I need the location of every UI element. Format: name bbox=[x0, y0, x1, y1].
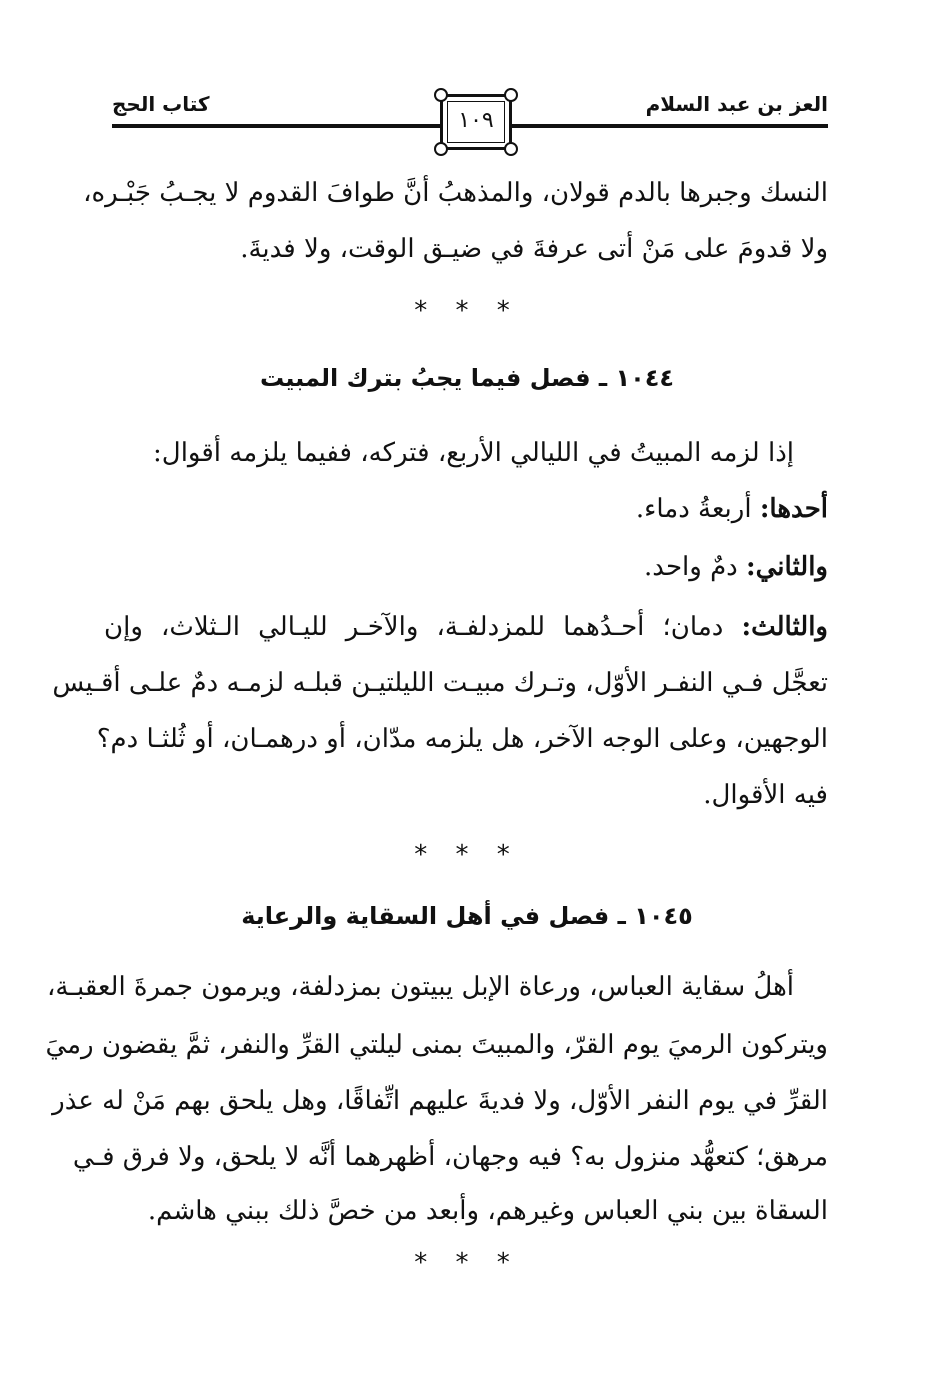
text-line: القرِّ في يوم النفر الأوّل، ولا فديةَ عليهم اتِّفاقًا، وهل يلحق بهم مَنْ له عذر bbox=[52, 1086, 828, 1116]
text-line: مرهق؛ كتعهُّد منزول به؟ فيه وجهان، أظهرهما أنَّه لا يلحق، ولا فرق فـي bbox=[72, 1142, 828, 1172]
text-line: فيه الأقوال. bbox=[703, 780, 828, 810]
text-line: أهلُ سقاية العباس، ورعاة الإبل يبيتون بمزدلفة، ويرمون جمرةَ العقبـة، bbox=[47, 972, 794, 1002]
section-separator: * * * bbox=[414, 1248, 520, 1278]
opinion-label: والثالث: bbox=[741, 612, 828, 642]
opinion-text: دمان؛ أحـدُهما للمزدلفـة، والآخـر لليـالي الـثلاث، وإن bbox=[104, 612, 742, 642]
section-heading: ١٠٤٥ ـ فصل في أهل السقاية والرعاية bbox=[241, 902, 693, 930]
opinion-text: أربعةُ دماء. bbox=[635, 494, 760, 524]
frame-ornament-icon bbox=[504, 88, 518, 102]
text-line: النسك وجبرها بالدم قولان، والمذهبُ أنَّ طوافَ القدوم لا يجـبُ جَبْـره، bbox=[83, 178, 828, 208]
opinion-one bbox=[636, 492, 828, 526]
text-line: إذا لزمه المبيتُ في الليالي الأربع، فتركه، ففيما يلزمه أقوال: bbox=[153, 438, 794, 468]
header-rule-left bbox=[112, 124, 440, 128]
frame-ornament-icon bbox=[504, 142, 518, 156]
running-head-author: العز بن عبد السلام bbox=[645, 92, 828, 116]
text-line: ويتركون الرميَ يوم القرّ، والمبيتَ بمنى ليلتي القرِّ والنفر، ثمَّ يقضون رميَ bbox=[45, 1030, 828, 1060]
frame-ornament-icon bbox=[434, 88, 448, 102]
section-heading: ١٠٤٤ ـ فصل فيما يجبُ بترك المبيت bbox=[259, 364, 675, 392]
opinion-label: أحدها: bbox=[759, 494, 828, 524]
opinion-text: دمٌ واحد. bbox=[644, 552, 747, 582]
opinion-label: والثاني: bbox=[746, 552, 828, 582]
section-separator: * * * bbox=[414, 296, 520, 326]
opinion-three bbox=[104, 610, 828, 644]
opinion-two bbox=[644, 550, 828, 584]
section-separator: * * * bbox=[414, 840, 520, 870]
running-head-book: كتاب الحج bbox=[112, 92, 210, 116]
text-line: الوجهين، وعلى الوجه الآخر، هل يلزمه مدّان، أو درهمـان، أو ثُلثـا دم؟ bbox=[96, 724, 828, 754]
page-number-frame bbox=[440, 94, 512, 150]
frame-ornament-icon bbox=[434, 142, 448, 156]
header-rule-right bbox=[512, 124, 828, 128]
page-number: ١٠٩ bbox=[458, 108, 494, 133]
text-line: السقاة بين بني العباس وغيرهم، وأبعد من خصَّ ذلك ببني هاشم. bbox=[147, 1196, 828, 1226]
text-line: ولا قدومَ على مَنْ أتى عرفةَ في ضيـق الوقت، ولا فديةَ. bbox=[240, 234, 828, 264]
text-line: تعجَّل فـي النفـر الأوّل، وتـرك مبيـت الليلتيـن قبلـه لزمـه دمٌ علـى أقـيس bbox=[52, 668, 828, 698]
